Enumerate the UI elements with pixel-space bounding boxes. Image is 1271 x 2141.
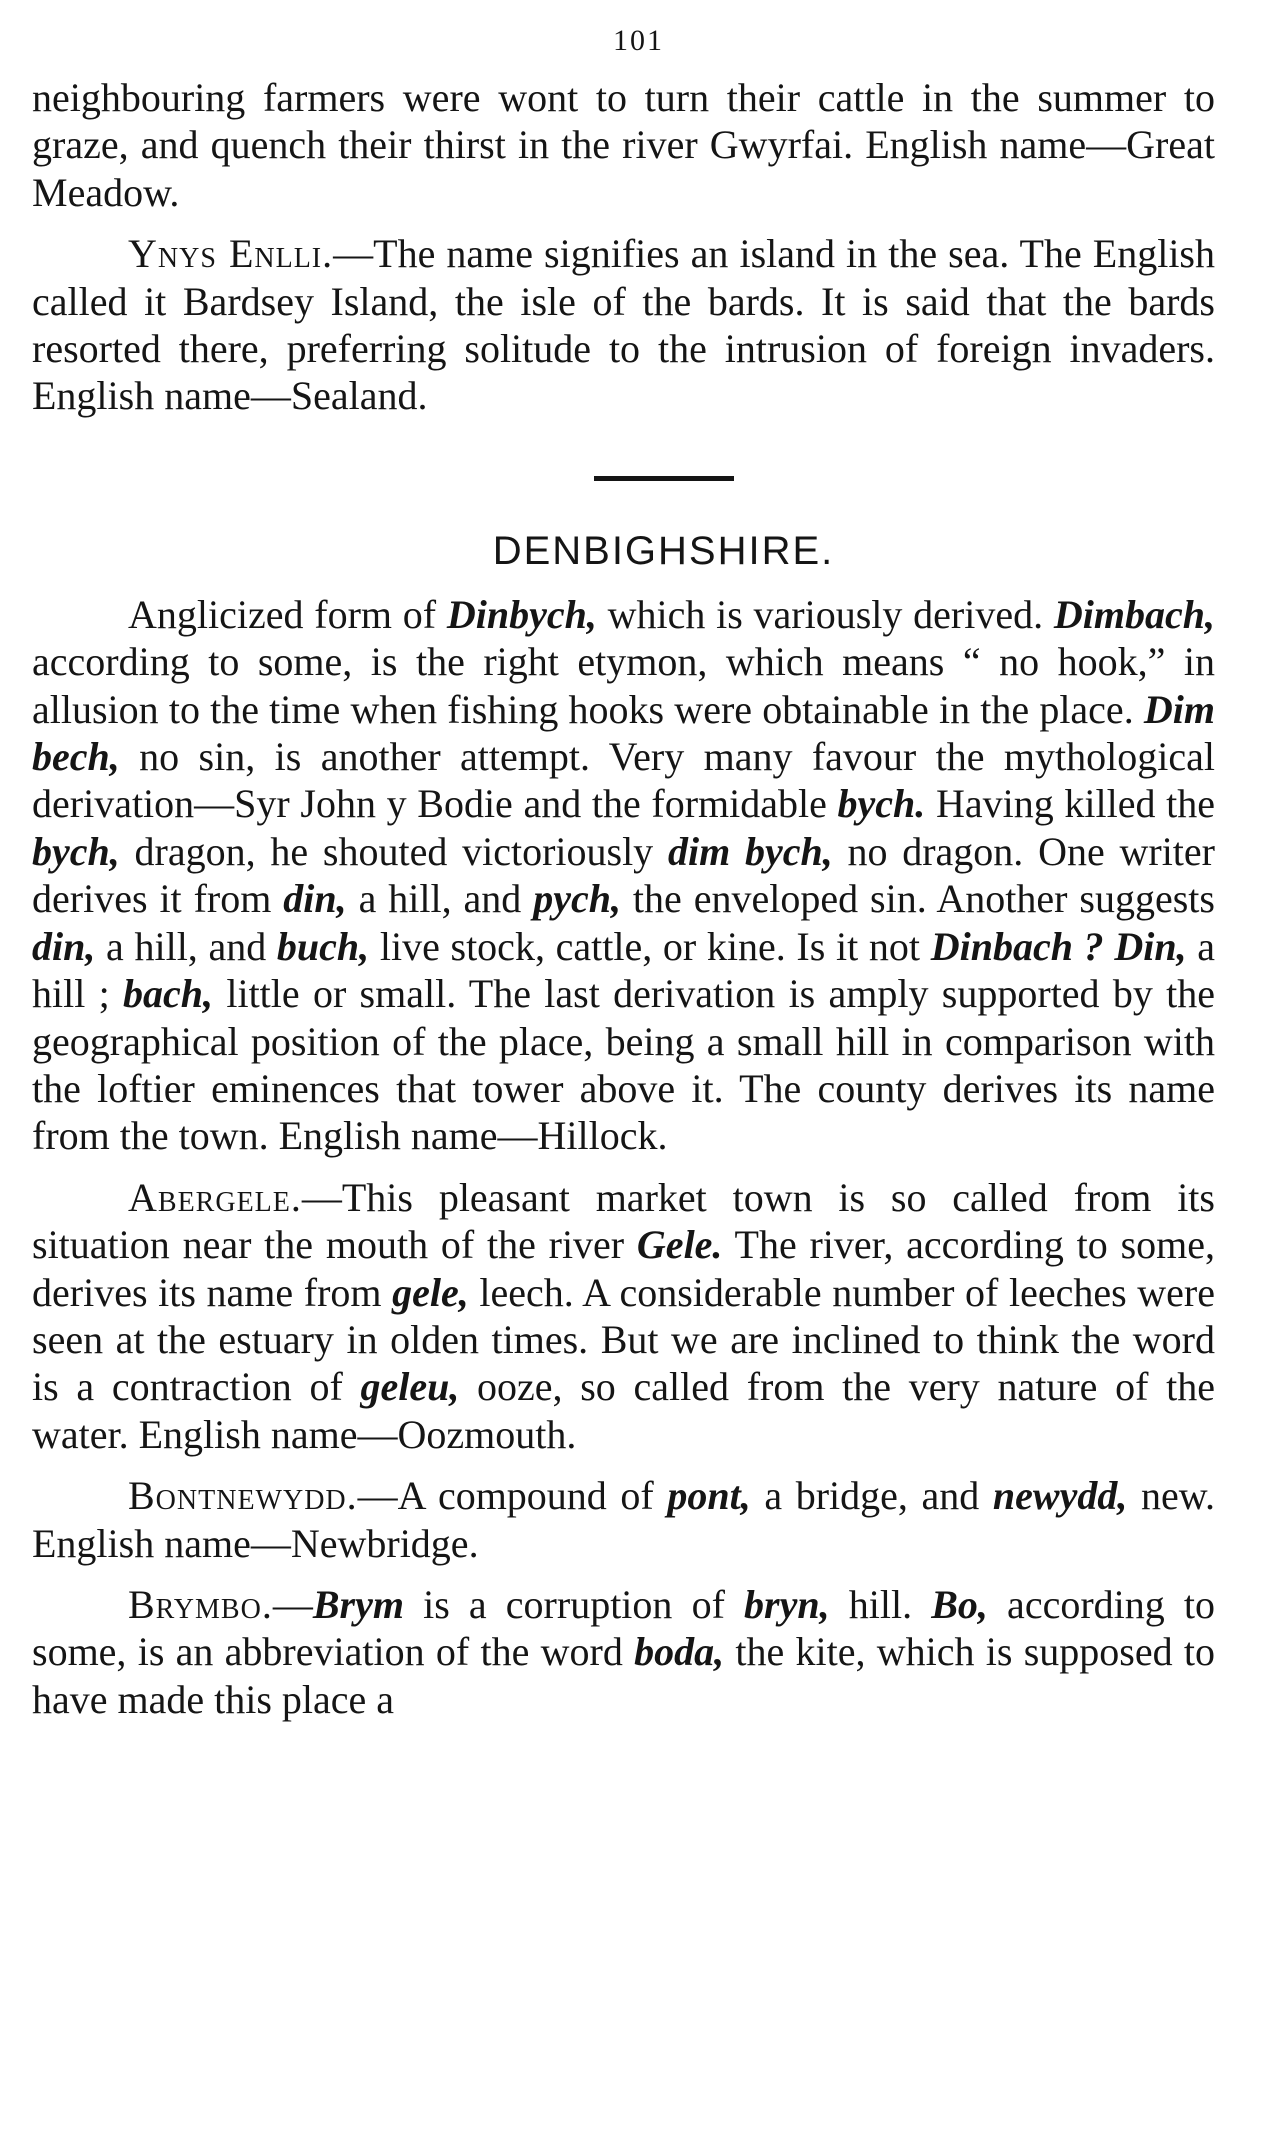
entry-ynys-enlli: Ynys Enlli.—The name signifies an island in the sea. The English called it Bardsey Island, the isle of the bards. It is said that the bards resorted there, preferring solitude to the intrusion of foreign invaders. English name—Sealand. bbox=[32, 231, 1215, 419]
entry-bontnewydd: Bontnewydd.—A compound of pont, a bridge, and newydd, new. English name—Newbridge. bbox=[32, 1473, 1215, 1566]
entry-brymbo: Brymbo.—Brym is a corruption of bryn, hill. Bo, according to some, is an abbreviation of the word boda, the kite, which is supposed to have made this place a bbox=[32, 1581, 1216, 1722]
section-title: DENBIGHSHIRE. bbox=[492, 528, 835, 573]
entry-abergele: Abergele.—This pleasant market town is so called from its situation near the mouth of the river Gele. The river, according to some, derives its name from gele, leech. A considerable number of leeches were seen at the estuary in olden times. But we are inclined to think the word is a contraction of geleu, ooze, so called from the very nature of the water. English name—Oozmouth. bbox=[32, 1174, 1215, 1457]
section-intro: Anglicized form of Dinbych, which is variously derived. Dimbach, according to some, is the right etymon, which means “ no hook,” in allusion to the time when fishing hooks were obtainable in the place. Dim bech, no sin, is another attempt. Very many favour the mythological derivation—Syr John y Bodie and the formidable bych. Having killed the bych, dragon, he shouted victoriously dim bych, no dragon. One writer derives it from din, a hill, and pych, the enveloped sin. Another suggests din, a hill, and buch, live stock, cattle, or kine. Is it not Dinbach ? Din, a hill ; bach, little or small. The last derivation is amply supported by the geographical position of the place, being a small hill in comparison with the loftier eminences that tower above it. The county derives its name from the town. English name—Hillock. bbox=[32, 591, 1216, 1159]
page-number: 101 bbox=[613, 24, 664, 57]
entry-heading: Abergele. bbox=[128, 1174, 302, 1220]
entry-heading: Brymbo. bbox=[128, 1581, 273, 1627]
entry-heading: Ynys Enlli. bbox=[128, 231, 334, 277]
section-divider bbox=[594, 476, 734, 481]
paragraph-continued: neighbouring farmers were wont to turn their cattle in the summer to graze, and quench their thirst in the river Gwyrfai. English name—Great Meadow. bbox=[32, 75, 1215, 215]
entry-heading: Bontnewydd. bbox=[128, 1473, 358, 1519]
